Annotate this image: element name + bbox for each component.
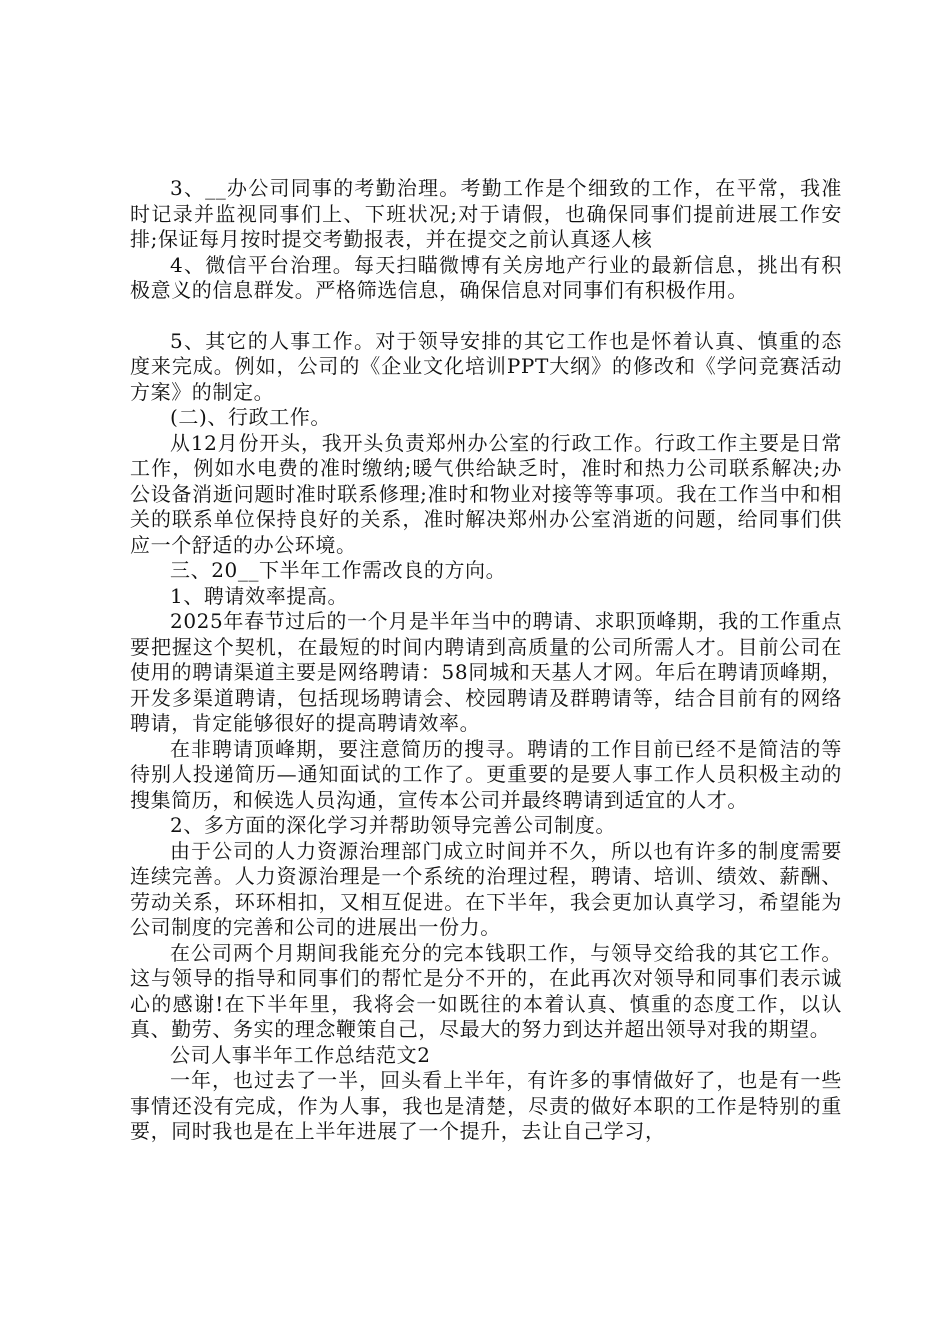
paragraph-hr-system: 由于公司的人力资源治理部门成立时间并不久，所以也有许多的制度需要连续完善。人力资源治理是一个系统的治理过程，聘请、培训、绩效、薪酬、劳动关系，环环相扣，又相互促进。在下半年，我会更加认真学习，希望能为公司制度的完善和公司的进展出一份力。: [130, 838, 842, 939]
subheading-learning: 2、多方面的深化学习并帮助领导完善公司制度。: [170, 813, 616, 837]
paragraph-recruit-peak: 2025年春节过后的一个月是半年当中的聘请、求职顶峰期，我的工作重点要把握这个契机，在最短的时间内聘请到高质量的公司所需人才。目前公司在使用的聘请渠道主要是网络聘请：58同城和天基人才网。年后在聘请顶峰期，开发多渠道聘请，包括现场聘请会、校园聘请及群聘请等，结合目前有的网络聘请，肯定能够很好的提高聘请效率。: [130, 609, 842, 735]
paragraph-thanks: 在公司两个月期间我能充分的完本钱职工作，与领导交给我的其它工作。这与领导的指导和同事们的帮忙是分不开的，在此再次对领导和同事们表示诚心的感谢!在下半年里，我将会一如既往的本着认真、慎重的态度工作，以认真、勤劳、务实的理念鞭策自己，尽最大的努力到达并超出领导对我的期望。: [130, 940, 842, 1041]
document-body: [130, 176, 842, 1145]
section-heading-admin: (二)、行政工作。: [170, 405, 332, 429]
paragraph-wechat: 4、微信平台治理。每天扫瞄微博有关房地产行业的最新信息，挑出有积极意义的信息群发。严格筛选信息，确保信息对同事们有积极作用。: [130, 252, 842, 302]
paragraph-attendance: 3、__办公司同事的考勤治理。考勤工作是个细致的工作，在平常，我准时记录并监视同事们上、下班状况;对于请假，也确保同事们提前进展工作安排;保证每月按时提交考勤报表，并在提交之前认真逐人核: [130, 176, 842, 251]
paragraph-other-hr: 5、其它的人事工作。对于领导安排的其它工作也是怀着认真、慎重的态度来完成。例如，公司的《企业文化培训PPT大纲》的修改和《学问竞赛活动方案》的制定。: [130, 328, 842, 404]
subheading-recruit-efficiency: 1、聘请效率提高。: [170, 583, 349, 608]
paragraph-half-year: 一年，也过去了一半，回头看上半年，有许多的事情做好了，也是有一些事情还没有完成，作为人事，我也是清楚，尽责的做好本职的工作是特别的重要，同时我也是在上半年进展了一个提升，去让自己学习，: [130, 1068, 842, 1143]
paragraph-resume-search: 在非聘请顶峰期，要注意简历的搜寻。聘请的工作目前已经不是简洁的等待别人投递简历—通知面试的工作了。更重要的是要人事工作人员积极主动的搜集简历，和候选人员沟通，宣传本公司并最终聘请到适宜的人才。: [130, 736, 842, 812]
paragraph-admin-work: 从12月份开头，我开头负责郑州办公室的行政工作。行政工作主要是日常工作，例如水电费的准时缴纳;暖气供给缺乏时，准时和热力公司联系解决;办公设备消逝问题时准时联系修理;准时和物业对接等等事项。我在工作当中和相关的联系单位保持良好的关系，准时解决郑州办公室消逝的问题，给同事们供应一个舒适的办公环境。: [130, 430, 842, 557]
sample-title-2: 公司人事半年工作总结范文2: [170, 1042, 431, 1067]
section-heading-improvement: 三、20__下半年工作需改良的方向。: [170, 558, 507, 582]
